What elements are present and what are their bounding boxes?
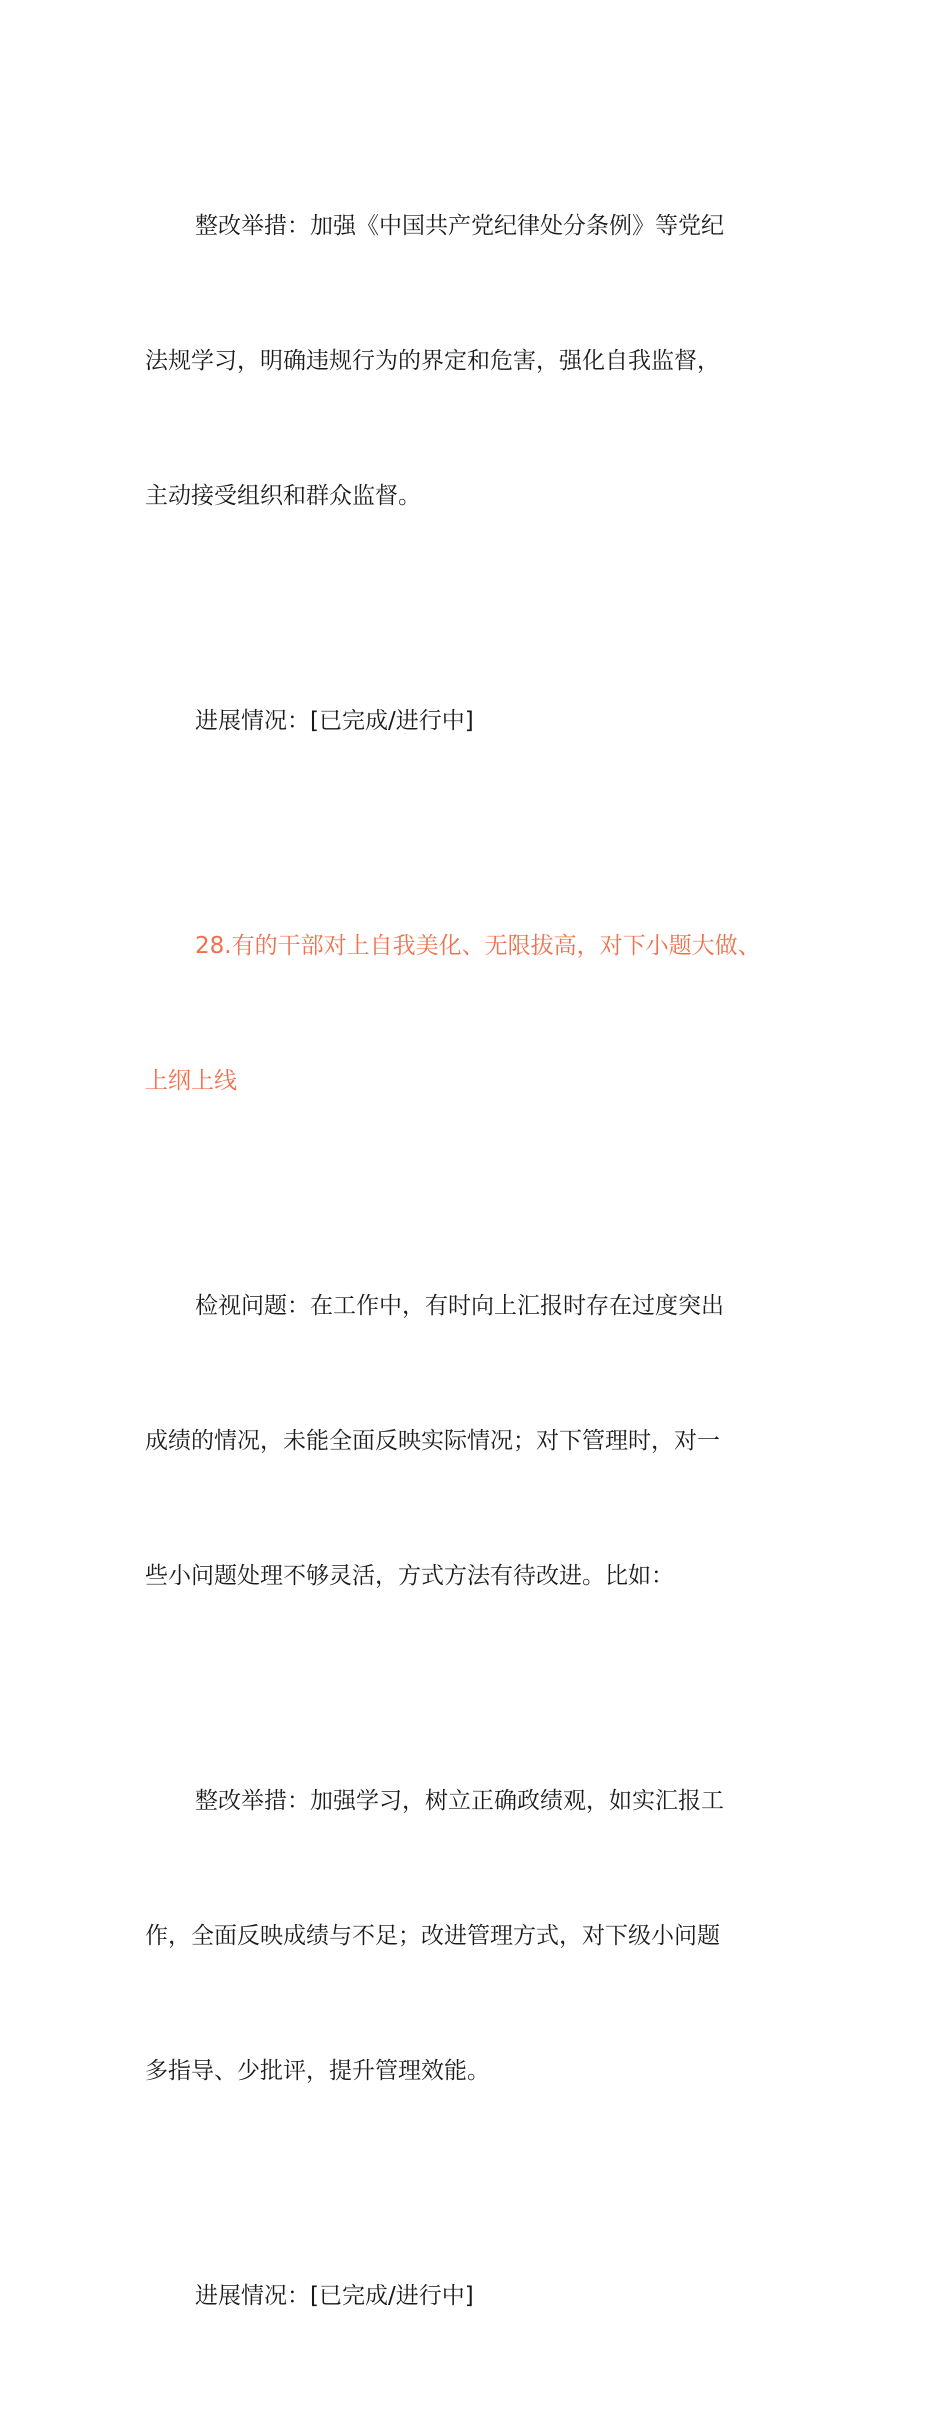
- text-line: 作，全面反映成绩与不足；改进管理方式，对下级小问题: [145, 1923, 720, 1949]
- text-line: 进展情况：[已完成/进行中]: [195, 708, 474, 734]
- text-line: 整改举措：加强《中国共产党纪律处分条例》等党纪: [195, 213, 724, 239]
- measures-paragraph: [145, 1689, 810, 2184]
- document-body: [145, 114, 810, 2409]
- text-line: 法规学习，明确违规行为的界定和危害，强化自我监督，: [145, 348, 720, 374]
- progress-paragraph: [145, 2184, 810, 2409]
- text-line: 主动接受组织和群众监督。: [145, 483, 421, 509]
- text-line: 进展情况：[已完成/进行中]: [195, 2283, 474, 2309]
- item-heading: [145, 834, 810, 1194]
- progress-paragraph: [145, 609, 810, 834]
- text-line: 整改举措：加强学习，树立正确政绩观，如实汇报工: [195, 1788, 724, 1814]
- text-line: 多指导、少批评，提升管理效能。: [145, 2058, 490, 2084]
- text-line: 成绩的情况，未能全面反映实际情况；对下管理时，对一: [145, 1428, 720, 1454]
- measures-paragraph: [145, 114, 810, 609]
- heading-line: 上纲上线: [145, 1068, 237, 1094]
- problem-paragraph: [145, 1194, 810, 1689]
- heading-line: 28.有的干部对上自我美化、无限拔高，对下小题大做、: [195, 933, 761, 959]
- text-line: 些小问题处理不够灵活，方式方法有待改进。比如：: [145, 1563, 674, 1589]
- text-line: 检视问题：在工作中，有时向上汇报时存在过度突出: [195, 1293, 724, 1319]
